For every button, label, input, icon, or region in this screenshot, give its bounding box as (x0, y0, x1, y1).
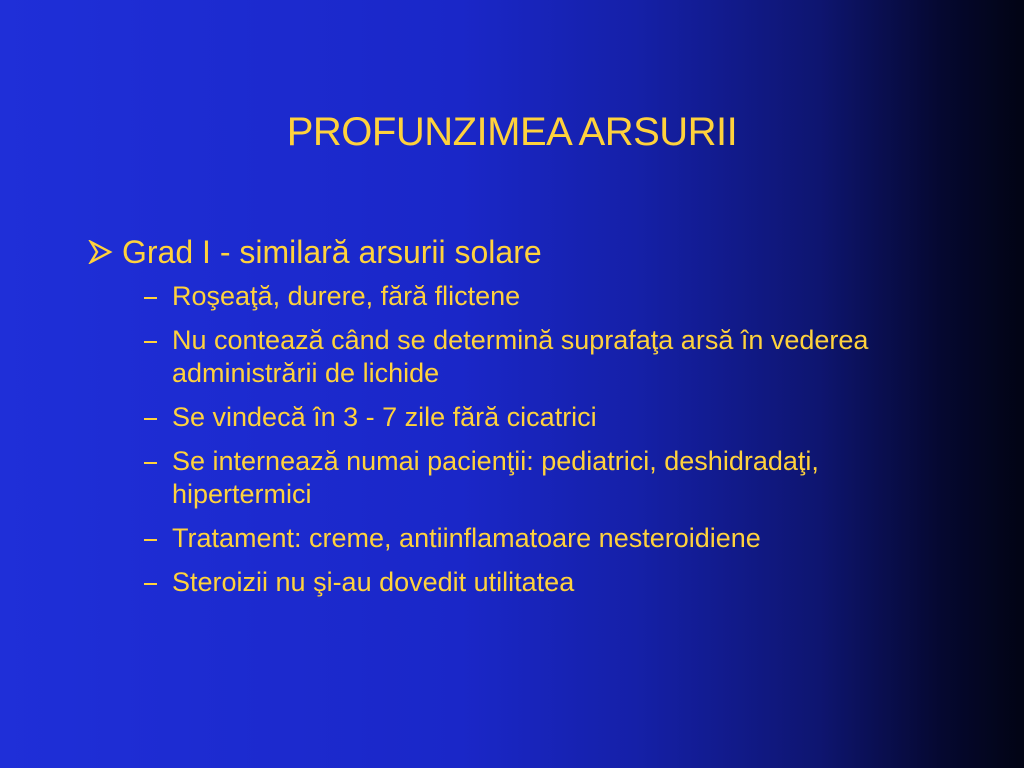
dash-icon (142, 522, 172, 555)
dash-icon (142, 566, 172, 599)
main-bullet-text: Grad I - similară arsurii solare (122, 234, 542, 270)
sub-bullet-list (142, 280, 988, 599)
sub-bullet (142, 445, 988, 511)
sub-bullet-text: Steroizii nu şi-au dovedit utilitatea (172, 567, 575, 597)
sub-bullet-text: Tratament: creme, antiinflamatoare nesteroidiene (172, 523, 761, 553)
dash-icon (142, 324, 172, 357)
sub-bullet (142, 401, 988, 434)
dash-icon (142, 280, 172, 313)
sub-bullet (142, 566, 988, 599)
sub-bullet-text: Nu contează când se determină suprafaţa arsă în vederea administrării de lichide (172, 325, 869, 388)
sub-bullet (142, 522, 988, 555)
dash-icon (142, 445, 172, 478)
sub-bullet (142, 324, 988, 390)
arrow-icon (88, 232, 122, 272)
slide-title: PROFUNZIMEA ARSURII (286, 110, 738, 154)
main-bullet (88, 232, 988, 272)
dash-icon (142, 401, 172, 434)
sub-bullet-text: Roşeaţă, durere, fără flictene (172, 281, 521, 311)
sub-bullet-text: Se internează numai pacienţii: pediatrici, deshidradaţi, hipertermici (172, 446, 819, 509)
slide-content (88, 232, 988, 610)
sub-bullet (142, 280, 988, 313)
sub-bullet-text: Se vindecă în 3 - 7 zile fără cicatrici (172, 402, 597, 432)
